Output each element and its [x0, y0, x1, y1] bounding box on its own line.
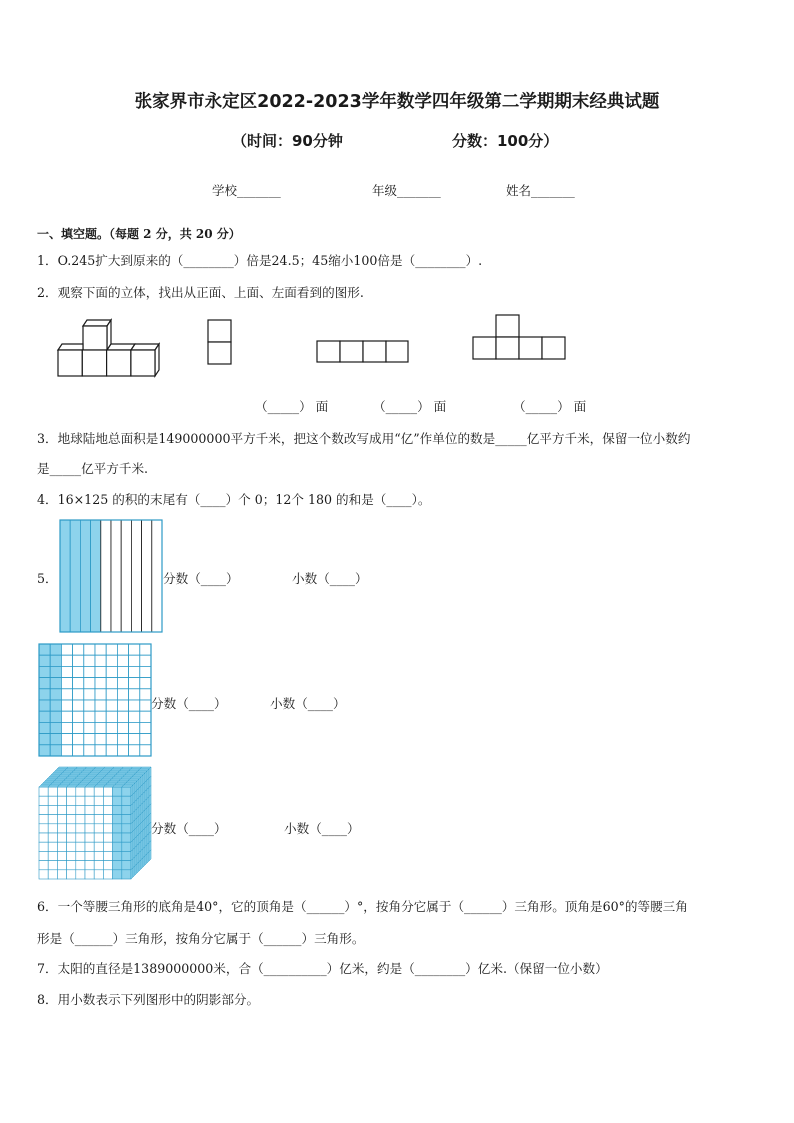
top-view-blank[interactable]: （_____） 面 — [373, 399, 447, 414]
cube-front-cell — [76, 833, 85, 842]
cube-front-cell — [57, 796, 66, 805]
cube-front-cell — [48, 805, 57, 814]
cube-front-cell — [85, 870, 94, 879]
cube-front-cell — [67, 870, 76, 879]
grid-cell — [39, 689, 50, 700]
grid-cell — [95, 722, 106, 733]
grid-cell — [140, 700, 151, 711]
grid-cell — [95, 700, 106, 711]
grid-cell — [50, 655, 61, 666]
cube-front-cell — [103, 842, 112, 851]
cube-front-cell — [48, 815, 57, 824]
grid-cell — [50, 666, 61, 677]
strip-cell — [70, 520, 80, 632]
grid-cell — [117, 711, 128, 722]
cube-front-cell — [76, 787, 85, 796]
fraction-blank-2[interactable]: 分数（____） — [151, 696, 227, 711]
grid-cell — [84, 700, 95, 711]
cube-front-cell — [76, 870, 85, 879]
grid-cell — [50, 689, 61, 700]
grid-cell — [39, 711, 50, 722]
strip-cell — [152, 520, 162, 632]
grid-cell — [95, 655, 106, 666]
cube-front-cell — [103, 805, 112, 814]
grid-cell — [61, 644, 72, 655]
grid-cell — [39, 734, 50, 745]
grid-cell — [117, 700, 128, 711]
grid-cell — [84, 666, 95, 677]
grid-cell — [73, 655, 84, 666]
cube-side-cell — [137, 862, 139, 873]
cube-side-cell — [133, 866, 135, 877]
left-view-blank[interactable]: （_____） 面 — [513, 399, 587, 414]
cube-front-cell — [94, 870, 103, 879]
question-3-line1: 3．地球陆地总面积是149000000平方千米，把这个数改写成用“亿”作单位的数是_____亿平方千米，保留一位小数约 — [37, 431, 691, 446]
grid-cell — [39, 678, 50, 689]
decimal-blank-3[interactable]: 小数（____） — [284, 821, 360, 836]
cube-front-cell — [39, 833, 48, 842]
grid-cell — [39, 700, 50, 711]
grid-cell — [117, 689, 128, 700]
cube-front-cell — [122, 787, 131, 796]
cube-front-cell — [48, 787, 57, 796]
grid-cell — [106, 655, 117, 666]
grid-cell — [129, 734, 140, 745]
cube-front-cell — [39, 842, 48, 851]
hundredths-grid-figure — [37, 642, 153, 758]
cube-front-cell — [67, 815, 76, 824]
cube-front-cell — [67, 851, 76, 860]
cube-front-cell — [48, 796, 57, 805]
cube-front-cell — [39, 815, 48, 824]
grid-cell — [95, 678, 106, 689]
cube-front-cell — [76, 851, 85, 860]
grid-cell — [84, 734, 95, 745]
cube-front-cell — [103, 815, 112, 824]
grid-cell — [95, 734, 106, 745]
grid-cell — [39, 655, 50, 666]
cube-front-cell — [94, 851, 103, 860]
grid-cell — [106, 711, 117, 722]
thousandths-cube-figure — [37, 765, 153, 883]
grid-cell — [117, 655, 128, 666]
cube-front-cell — [67, 787, 76, 796]
grid-cell — [73, 666, 84, 677]
grid-cell — [140, 678, 151, 689]
cube-front-cell — [39, 861, 48, 870]
fraction-blank-3[interactable]: 分数（____） — [151, 821, 227, 836]
grid-cell — [106, 666, 117, 677]
view-t-shape — [471, 313, 569, 363]
cube-side-cell — [145, 854, 147, 865]
strip-cell — [131, 520, 141, 632]
grid-cell — [50, 711, 61, 722]
cube-front-cell — [85, 787, 94, 796]
cube-front-cell — [85, 815, 94, 824]
grid-cell — [129, 700, 140, 711]
cube-front-cell — [76, 861, 85, 870]
grid-cell — [73, 700, 84, 711]
cube-front-cell — [57, 805, 66, 814]
cube-front-cell — [85, 861, 94, 870]
cube-front-cell — [48, 861, 57, 870]
solid-figure — [56, 318, 166, 380]
cube-front-cell — [122, 815, 131, 824]
cube-front-cell — [94, 796, 103, 805]
cube-front-cell — [48, 870, 57, 879]
grid-cell — [129, 678, 140, 689]
grid-cell — [106, 734, 117, 745]
grid-cell — [140, 655, 151, 666]
grid-cell — [129, 644, 140, 655]
cube-side-cell — [143, 856, 145, 867]
grid-cell — [50, 678, 61, 689]
question-2: 2．观察下面的立体，找出从正面、上面、左面看到的图形. — [37, 285, 364, 300]
cube-front-cell — [103, 796, 112, 805]
cube-front-cell — [103, 861, 112, 870]
grid-cell — [61, 711, 72, 722]
question-8: 8．用小数表示下列图形中的阴影部分。 — [37, 992, 260, 1007]
grid-cell — [39, 644, 50, 655]
strip-cell — [60, 520, 70, 632]
cube-front-cell — [94, 815, 103, 824]
cube-front-cell — [67, 824, 76, 833]
grid-cell — [84, 711, 95, 722]
question-3-line2: 是_____亿平方千米. — [37, 461, 149, 476]
cube-front-cell — [113, 842, 122, 851]
cube-front-cell — [48, 833, 57, 842]
grid-cell — [129, 689, 140, 700]
grid-cell — [73, 745, 84, 756]
cube-front-cell — [39, 870, 48, 879]
cube-front-cell — [122, 796, 131, 805]
grid-cell — [73, 734, 84, 745]
cube-front-cell — [103, 851, 112, 860]
grid-cell — [39, 666, 50, 677]
grid-cell — [117, 666, 128, 677]
cube-front-cell — [39, 787, 48, 796]
grid-cell — [84, 745, 95, 756]
cube-front-cell — [85, 842, 94, 851]
grid-cell — [73, 644, 84, 655]
cube-front-cell — [39, 824, 48, 833]
cube-front-cell — [103, 833, 112, 842]
grid-cell — [61, 745, 72, 756]
page-title: 张家界市永定区2022-2023学年数学四年级第二学期期末经典试题 — [134, 92, 660, 112]
question-4: 4．16×125 的积的末尾有（____）个 0；12个 180 的和是（____）。 — [37, 492, 431, 507]
strip-cell — [142, 520, 152, 632]
decimal-blank-1[interactable]: 小数（____） — [292, 571, 368, 586]
cube-front-cell — [39, 796, 48, 805]
cube-front-cell — [67, 833, 76, 842]
decimal-blank-2[interactable]: 小数（____） — [270, 696, 346, 711]
cube-front-cell — [57, 861, 66, 870]
cube-front-cell — [85, 824, 94, 833]
strip-cell — [111, 520, 121, 632]
cube-front-cell — [85, 833, 94, 842]
cube-side-cell — [141, 858, 143, 869]
cube-front-cell — [67, 796, 76, 805]
grid-cell — [61, 722, 72, 733]
grid-cell — [129, 711, 140, 722]
cube-front-cell — [113, 851, 122, 860]
cube-front-cell — [76, 805, 85, 814]
school-field[interactable]: 学校_______ — [212, 183, 281, 198]
question-6-line1: 6．一个等腰三角形的底角是40°，它的顶角是（______）°，按角分它属于（______）三角形。顶角是60°的等腰三角 — [37, 899, 688, 914]
cube-front-cell — [103, 824, 112, 833]
grid-cell — [95, 666, 106, 677]
cube-front-cell — [57, 787, 66, 796]
grid-cell — [61, 655, 72, 666]
cube-front-cell — [122, 842, 131, 851]
cube-side-cell — [135, 864, 137, 875]
cube-side-cell — [149, 850, 151, 861]
cube-front-cell — [94, 842, 103, 851]
cube-front-cell — [85, 805, 94, 814]
strip-cell — [80, 520, 90, 632]
cube-front-cell — [113, 787, 122, 796]
grid-cell — [140, 666, 151, 677]
grid-cell — [84, 689, 95, 700]
fraction-blank-1[interactable]: 分数（____） — [163, 571, 239, 586]
grid-cell — [73, 678, 84, 689]
view-four-row — [315, 339, 411, 365]
cube-front-cell — [67, 842, 76, 851]
cube-front-cell — [122, 870, 131, 879]
grid-cell — [140, 734, 151, 745]
grid-cell — [140, 689, 151, 700]
grid-cell — [61, 689, 72, 700]
grid-cell — [61, 734, 72, 745]
grid-cell — [129, 745, 140, 756]
grid-cell — [129, 722, 140, 733]
cube-front-cell — [113, 815, 122, 824]
question-5-label: 5． — [37, 571, 58, 586]
cube-front-cell — [57, 870, 66, 879]
strip-cell — [101, 520, 111, 632]
grid-cell — [39, 722, 50, 733]
grid-cell — [95, 644, 106, 655]
grid-cell — [50, 734, 61, 745]
cube-front-cell — [113, 861, 122, 870]
view-two-stacked — [206, 318, 234, 368]
grid-cell — [140, 745, 151, 756]
cube-front-cell — [94, 833, 103, 842]
cube-front-cell — [76, 824, 85, 833]
cube-front-cell — [57, 833, 66, 842]
grid-cell — [61, 666, 72, 677]
grid-cell — [129, 655, 140, 666]
grid-cell — [84, 655, 95, 666]
cube-front-cell — [57, 851, 66, 860]
grid-cell — [95, 745, 106, 756]
grid-cell — [39, 745, 50, 756]
cube-front-cell — [48, 842, 57, 851]
grid-cell — [50, 700, 61, 711]
strip-cell — [121, 520, 131, 632]
grid-cell — [140, 644, 151, 655]
cube-front-cell — [76, 796, 85, 805]
cube-front-cell — [94, 787, 103, 796]
grid-cell — [106, 689, 117, 700]
exam-score: 分数：100分） — [452, 132, 559, 150]
cube-front-cell — [113, 805, 122, 814]
cube-front-cell — [76, 815, 85, 824]
question-7: 7．太阳的直径是1389000000米，合（__________）亿米，约是（________）亿米.（保留一位小数） — [37, 961, 608, 976]
grid-cell — [140, 711, 151, 722]
cube-front-cell — [48, 851, 57, 860]
tenths-strip-figure — [58, 518, 164, 634]
cube-front-cell — [85, 796, 94, 805]
cube-side-cell — [131, 868, 133, 879]
grid-cell — [73, 722, 84, 733]
grid-cell — [95, 689, 106, 700]
grid-cell — [140, 722, 151, 733]
cube-front-cell — [48, 824, 57, 833]
grid-cell — [106, 678, 117, 689]
cube-front-cell — [103, 870, 112, 879]
cube-front-cell — [103, 787, 112, 796]
cube-front-cell — [122, 861, 131, 870]
cube-front-cell — [57, 824, 66, 833]
grid-cell — [129, 666, 140, 677]
cube-front-cell — [113, 870, 122, 879]
cube-side-cell — [139, 860, 141, 871]
section-heading: 一、填空题。（每题 2 分，共 20 分） — [37, 227, 241, 241]
grid-cell — [50, 722, 61, 733]
cube-front-cell — [113, 796, 122, 805]
name-field[interactable]: 姓名_______ — [506, 183, 575, 198]
cube-side-cell — [147, 852, 149, 863]
cube-front-cell — [67, 861, 76, 870]
grid-cell — [61, 700, 72, 711]
cube-front-cell — [85, 851, 94, 860]
grid-cell — [117, 734, 128, 745]
cube-front-cell — [39, 805, 48, 814]
grid-cell — [117, 678, 128, 689]
grid-cell — [117, 722, 128, 733]
cube-front-cell — [122, 824, 131, 833]
cube-front-cell — [122, 851, 131, 860]
grid-cell — [95, 711, 106, 722]
grid-cell — [117, 745, 128, 756]
cube-front-cell — [57, 815, 66, 824]
cube-front-cell — [113, 824, 122, 833]
cube-front-cell — [39, 851, 48, 860]
cube-front-cell — [94, 861, 103, 870]
grid-cell — [73, 689, 84, 700]
grid-cell — [73, 711, 84, 722]
cube-front-cell — [76, 842, 85, 851]
front-view-blank[interactable]: （_____） 面 — [255, 399, 329, 414]
grid-cell — [106, 722, 117, 733]
cube-front-cell — [94, 824, 103, 833]
cube-front-cell — [57, 842, 66, 851]
grade-field[interactable]: 年级_______ — [372, 183, 441, 198]
grid-cell — [106, 700, 117, 711]
exam-time: （时间：90分钟 — [232, 132, 343, 150]
grid-cell — [50, 644, 61, 655]
cube-front-cell — [122, 805, 131, 814]
cube-front-cell — [122, 833, 131, 842]
grid-cell — [84, 722, 95, 733]
cube-front-cell — [113, 833, 122, 842]
question-6-line2: 形是（______）三角形，按角分它属于（______）三角形。 — [37, 931, 365, 946]
cube-front-cell — [94, 805, 103, 814]
question-1: 1．O.245扩大到原来的（________）倍是24.5；45缩小100倍是（________）. — [37, 253, 483, 268]
grid-cell — [84, 678, 95, 689]
grid-cell — [106, 644, 117, 655]
grid-cell — [106, 745, 117, 756]
grid-cell — [50, 745, 61, 756]
grid-cell — [61, 678, 72, 689]
grid-cell — [117, 644, 128, 655]
strip-cell — [91, 520, 101, 632]
cube-front-cell — [67, 805, 76, 814]
grid-cell — [84, 644, 95, 655]
